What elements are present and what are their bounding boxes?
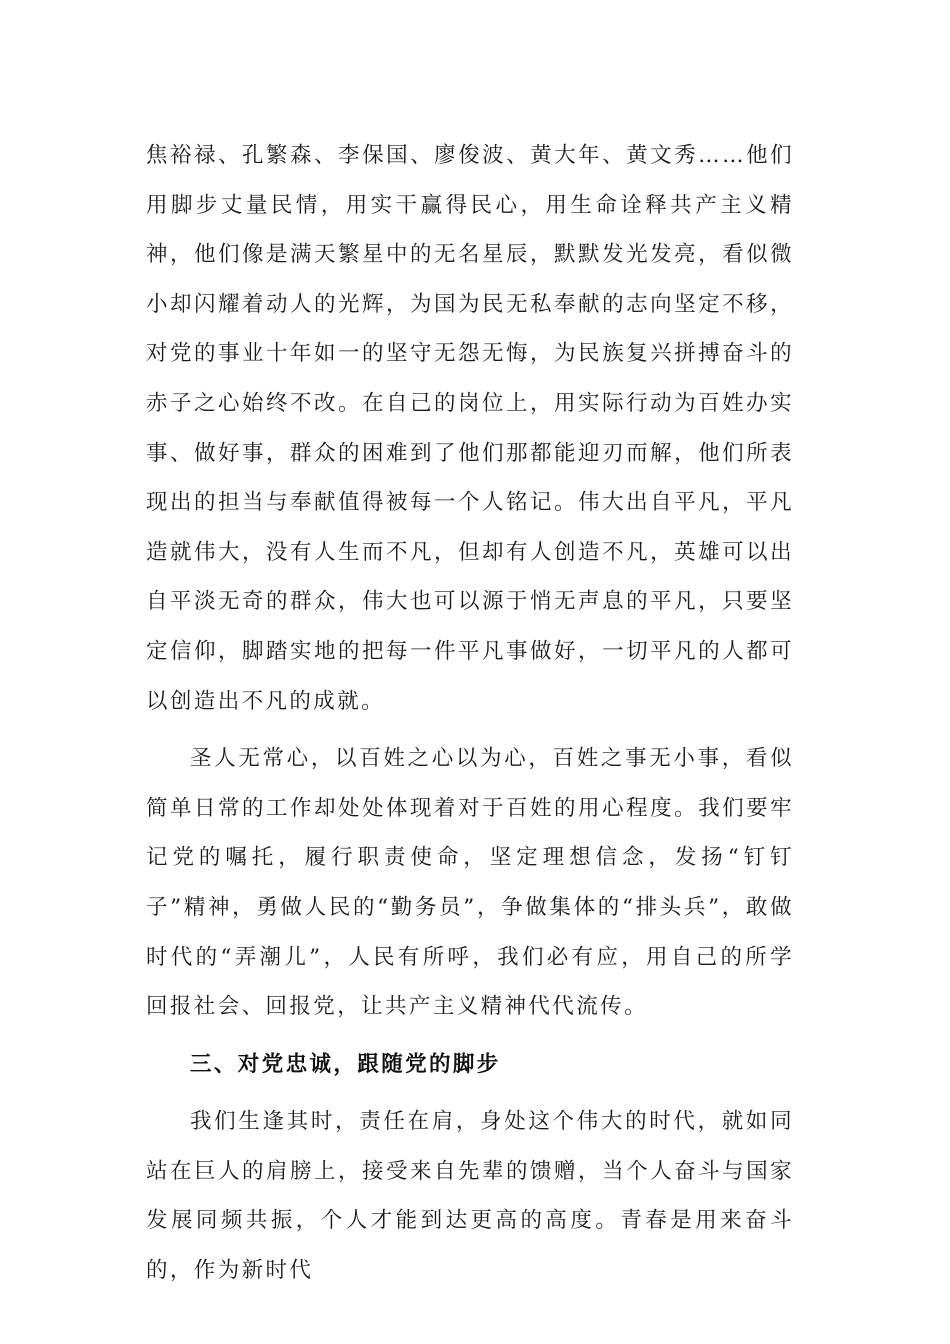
document-body xyxy=(146,131,794,1296)
paragraph-loyalty: 我们生逢其时，责任在肩，身处这个伟大的时代，就如同站在巨人的肩膀上，接受来自先辈的馈赠，当个人奋斗与国家发展同频共振，个人才能到达更高的高度。青春是用来奋斗的，作为新时代 xyxy=(146,1109,794,1284)
section-heading: 三、对党忠诚，跟随党的脚步 xyxy=(190,1051,501,1077)
paragraph-serve-people: 圣人无常心，以百姓之心以为心，百姓之事无小事，看似简单日常的工作却处处体现着对于百姓的用心程度。我们要牢记党的嘱托，履行职责使命，坚定理想信念，发扬“钉钉子”精神，勇做人民的“勤务员”，争做集体的“排头兵”，敢做时代的“弄潮儿”，人民有所呼，我们必有应，用自己的所学回报社会、回报党，让共产主义精神代代流传。 xyxy=(146,746,794,1020)
paragraph-heroes: 焦裕禄、孔繁森、李保国、廖俊波、黄大年、黄文秀……他们用脚步丈量民情，用实干赢得民心，用生命诠释共产主义精神，他们像是满天繁星中的无名星辰，默默发光发亮，看似微小却闪耀着动人的光辉，为国为民无私奉献的志向坚定不移，对党的事业十年如一的坚守无怨无悔，为民族复兴拼搏奋斗的赤子之心始终不改。在自己的岗位上，用实际行动为百姓办实事、做好事，群众的困难到了他们那都能迎刃而解，他们所表现出的担当与奉献值得被每一个人铭记。伟大出自平凡，平凡造就伟大，没有人生而不凡，但却有人创造不凡，英雄可以出自平淡无奇的群众，伟大也可以源于悄无声息的平凡，只要坚定信仰，脚踏实地的把每一件平凡事做好，一切平凡的人都可以创造出不凡的成就。 xyxy=(146,143,794,714)
